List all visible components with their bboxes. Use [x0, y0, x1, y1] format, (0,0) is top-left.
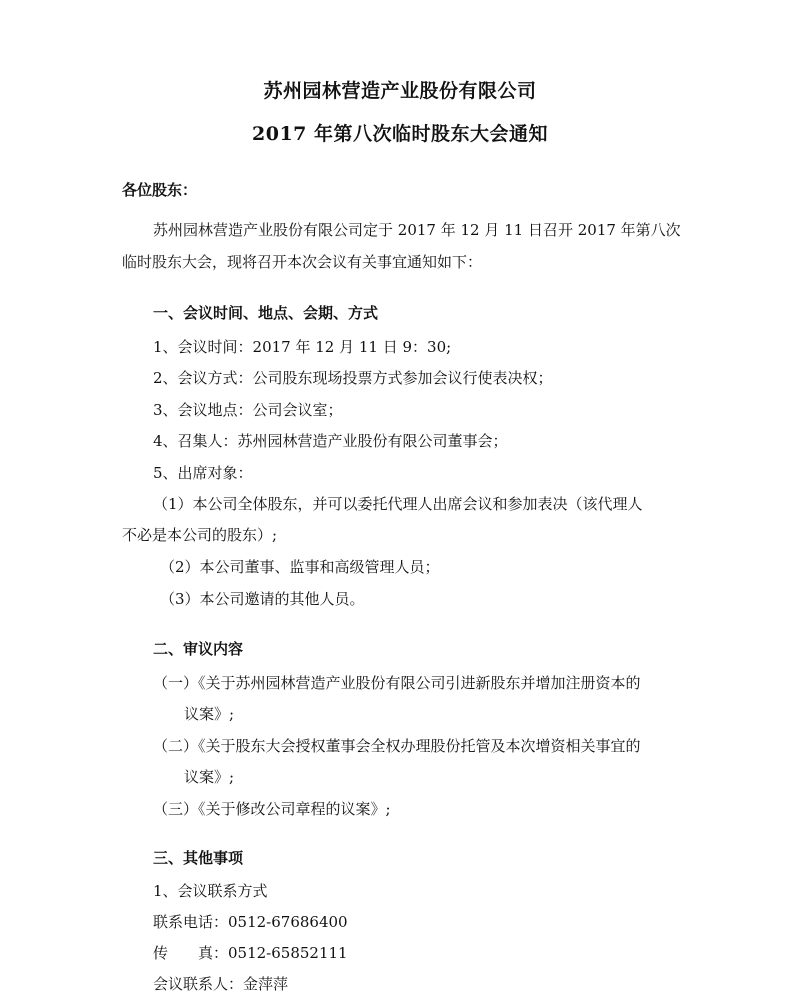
attendees-heading: 5、出席对象： [153, 464, 253, 482]
attendee-shareholders-line-2: 不必是本公司的股东）; [122, 526, 278, 544]
convener: 4、召集人：苏州园林营造产业股份有限公司董事会； [153, 432, 508, 450]
section-2-heading: 二、审议内容 [153, 640, 244, 658]
attendee-invited: （3）本公司邀请的其他人员。 [160, 590, 365, 608]
contact-phone: 联系电话：0512-67686400 [153, 913, 348, 931]
salutation: 各位股东： [122, 181, 198, 199]
contact-heading: 1、会议联系方式 [153, 882, 268, 900]
meeting-time: 1、会议时间：2017 年 12 月 11 日 9：30; [153, 338, 452, 356]
section-1-heading: 一、会议时间、地点、会期、方式 [153, 304, 379, 322]
contact-fax: 传 真：0512-65852111 [153, 944, 348, 962]
notice-title: 2017 年第八次临时股东大会通知 [252, 123, 548, 145]
proposal-2-line-1: （二）《关于股东大会授权董事会全权办理股份托管及本次增资相关事宜的 [153, 737, 641, 755]
meeting-method: 2、会议方式：公司股东现场投票方式参加会议行使表决权； [153, 369, 553, 387]
meeting-location: 3、会议地点：公司会议室； [153, 401, 343, 419]
proposal-3: （三）《关于修改公司章程的议案》; [153, 800, 391, 818]
attendee-directors: （2）本公司董事、监事和高级管理人员； [160, 558, 440, 576]
proposal-1-line-2: 议案》; [184, 705, 235, 723]
intro-paragraph-line-2: 临时股东大会，现将召开本次会议有关事宜通知如下： [122, 253, 483, 271]
contact-person: 会议联系人：金萍萍 [153, 975, 289, 993]
proposal-2-line-2: 议案》; [184, 768, 235, 786]
attendee-shareholders-line-1: （1）本公司全体股东，并可以委托代理人出席会议和参加表决（该代理人 [153, 495, 643, 513]
intro-paragraph-line-1: 苏州园林营造产业股份有限公司定于 2017 年 12 月 11 日召开 2017 年第八次 [153, 221, 681, 239]
section-3-heading: 三、其他事项 [153, 849, 244, 867]
proposal-1-line-1: （一）《关于苏州园林营造产业股份有限公司引进新股东并增加注册资本的 [153, 674, 641, 692]
company-title: 苏州园林营造产业股份有限公司 [263, 80, 537, 102]
